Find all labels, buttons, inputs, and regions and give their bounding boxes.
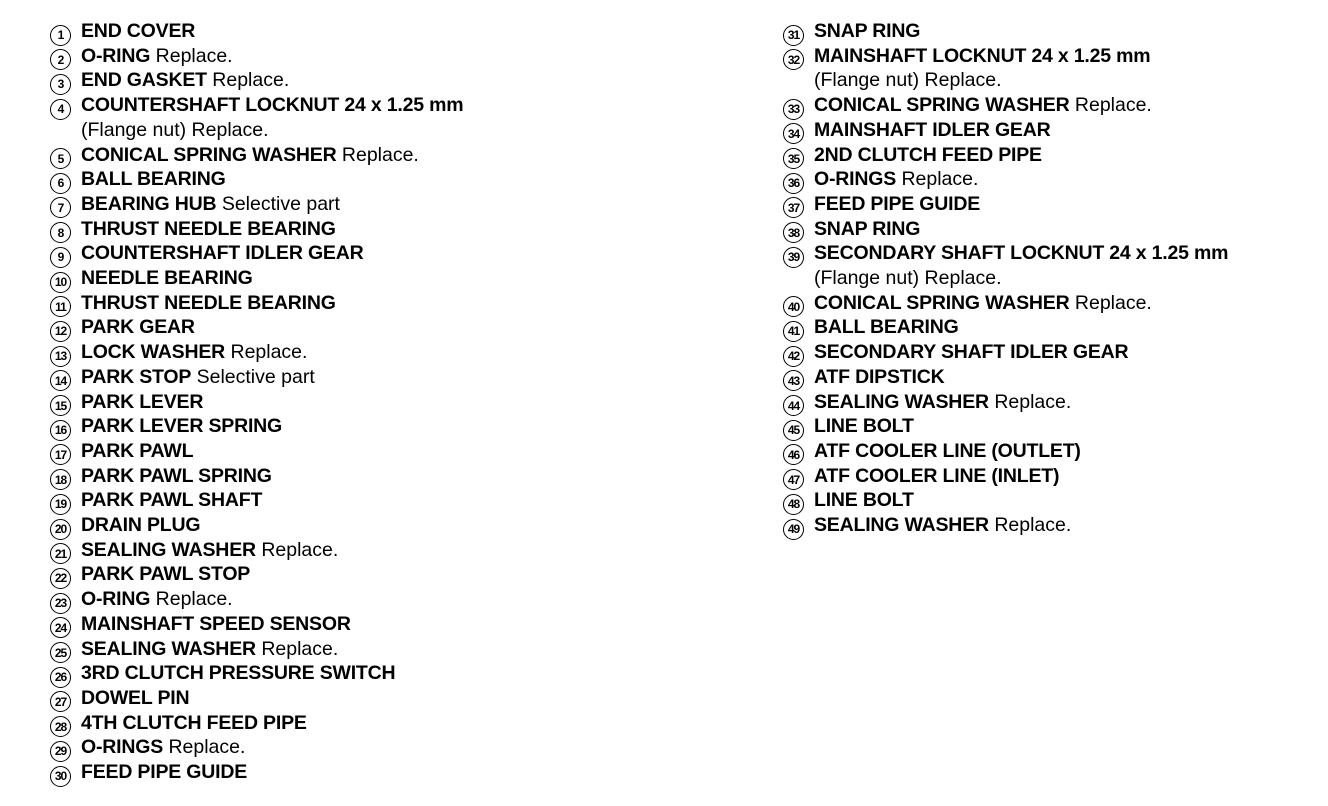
item-text [814, 291, 1152, 316]
parts-list-item [50, 439, 740, 464]
item-number-badge: 34 [783, 123, 804, 144]
parts-list-item [50, 538, 740, 563]
item-number-badge: 33 [783, 99, 804, 120]
part-note: Replace. [155, 44, 233, 67]
part-name: END COVER [81, 20, 196, 42]
item-number-badge: 1 [50, 25, 71, 46]
item-text [81, 68, 289, 93]
part-name: MAINSHAFT LOCKNUT 24 x 1.25 mm [814, 44, 1151, 67]
parts-list-item [50, 315, 740, 340]
part-name: PARK PAWL [81, 439, 194, 462]
item-text [81, 340, 307, 365]
item-text [814, 340, 1128, 365]
parts-list-item [50, 661, 740, 686]
item-text [81, 439, 193, 464]
item-number-badge: 10 [50, 272, 71, 293]
parts-list-item [783, 390, 1323, 415]
part-note: Replace. [901, 168, 979, 191]
part-name: 3RD CLUTCH PRESSURE SWITCH [81, 662, 396, 685]
part-name: SEALING WASHER [81, 637, 256, 660]
parts-list-item [50, 637, 740, 662]
item-text [81, 464, 272, 489]
parts-list-item [50, 488, 740, 513]
item-text [814, 315, 959, 340]
parts-list-item [783, 44, 1323, 93]
item-text [81, 390, 203, 415]
item-text [81, 414, 282, 439]
parts-list-item [783, 217, 1323, 242]
item-number-badge: 13 [50, 346, 71, 367]
part-name: 2ND CLUTCH FEED PIPE [814, 143, 1042, 166]
parts-list-item [50, 464, 740, 489]
item-number-badge: 15 [50, 395, 71, 416]
part-name: O-RINGS [814, 168, 897, 191]
item-text [81, 661, 395, 686]
item-number-badge: 11 [50, 296, 71, 317]
parts-list-left-column [50, 19, 740, 785]
part-name: CONICAL SPRING WASHER [814, 94, 1070, 117]
item-text [814, 167, 978, 192]
item-number-badge: 6 [50, 173, 71, 194]
parts-list-item [50, 365, 740, 390]
item-text [814, 217, 920, 242]
part-name: PARK LEVER SPRING [81, 415, 283, 438]
parts-list-item [50, 414, 740, 439]
part-name: THRUST NEEDLE BEARING [81, 291, 336, 314]
item-number-badge: 18 [50, 469, 71, 490]
part-name: 4TH CLUTCH FEED PIPE [81, 711, 307, 734]
item-text [814, 44, 1150, 93]
part-name: END GASKET [81, 69, 207, 92]
item-number-badge: 2 [50, 49, 71, 70]
parts-list-item [50, 19, 740, 44]
part-name: O-RINGS [81, 736, 164, 759]
part-name: PARK GEAR [81, 316, 195, 339]
item-text [81, 365, 315, 390]
parts-list-item [50, 513, 740, 538]
part-note: Replace. [261, 637, 339, 660]
item-text [81, 266, 253, 291]
part-name: CONICAL SPRING WASHER [814, 291, 1070, 314]
parts-list-item [50, 711, 740, 736]
part-note: Replace. [261, 538, 339, 561]
item-number-badge: 22 [50, 568, 71, 589]
item-text [81, 686, 189, 711]
item-text [814, 439, 1081, 464]
item-text [81, 735, 245, 760]
item-text [814, 143, 1042, 168]
item-number-badge: 28 [50, 716, 71, 737]
item-text [814, 365, 944, 390]
parts-list-item [783, 118, 1323, 143]
item-number-badge: 5 [50, 148, 71, 169]
part-name: SEALING WASHER [814, 390, 989, 413]
parts-list-item [50, 686, 740, 711]
part-note: Replace. [168, 736, 246, 759]
parts-list-item [783, 192, 1323, 217]
item-number-badge: 14 [50, 370, 71, 391]
part-note-continuation: (Flange nut) Replace. [81, 118, 269, 141]
part-note: Replace. [341, 143, 419, 166]
parts-list-item [783, 143, 1323, 168]
parts-list-item [50, 192, 740, 217]
item-number-badge: 30 [50, 766, 71, 787]
item-text [814, 390, 1071, 415]
item-text [814, 488, 914, 513]
item-number-badge: 44 [783, 395, 804, 416]
part-name: BALL BEARING [814, 316, 959, 339]
parts-list-item [50, 562, 740, 587]
item-number-badge: 36 [783, 173, 804, 194]
item-text [81, 167, 226, 192]
item-text [81, 513, 200, 538]
item-number-badge: 47 [783, 469, 804, 490]
part-name: O-RING [81, 588, 151, 611]
item-number-badge: 41 [783, 321, 804, 342]
item-text [814, 241, 1228, 290]
item-text [81, 760, 247, 785]
item-number-badge: 35 [783, 148, 804, 169]
item-text [81, 217, 336, 242]
parts-list-item [783, 488, 1323, 513]
parts-list-item [50, 340, 740, 365]
parts-list-item [783, 241, 1323, 290]
item-text [814, 19, 920, 44]
item-number-badge: 17 [50, 444, 71, 465]
item-number-badge: 12 [50, 321, 71, 342]
item-text [814, 93, 1152, 118]
parts-list-item [50, 760, 740, 785]
part-name: ATF COOLER LINE (OUTLET) [814, 439, 1081, 462]
part-note: Replace. [994, 514, 1072, 537]
parts-list-item [783, 315, 1323, 340]
part-name: LINE BOLT [814, 489, 914, 512]
part-name: ATF COOLER LINE (INLET) [814, 464, 1060, 487]
item-number-badge: 4 [50, 99, 71, 120]
item-text [81, 44, 233, 69]
item-text [81, 488, 262, 513]
part-name: SECONDARY SHAFT LOCKNUT 24 x 1.25 mm [814, 242, 1229, 265]
part-name: FEED PIPE GUIDE [81, 761, 248, 784]
part-name: COUNTERSHAFT IDLER GEAR [81, 242, 364, 265]
item-number-badge: 31 [783, 25, 804, 46]
item-number-badge: 24 [50, 617, 71, 638]
item-text [81, 291, 336, 316]
item-text [81, 143, 419, 168]
item-text [814, 118, 1051, 143]
parts-list-item [783, 167, 1323, 192]
parts-list-item [783, 365, 1323, 390]
item-text [81, 562, 250, 587]
item-number-badge: 27 [50, 691, 71, 712]
item-number-badge: 3 [50, 74, 71, 95]
part-name: CONICAL SPRING WASHER [81, 143, 337, 166]
parts-list-item [50, 291, 740, 316]
item-number-badge: 19 [50, 494, 71, 515]
parts-list-item [783, 439, 1323, 464]
item-number-badge: 20 [50, 519, 71, 540]
part-name: THRUST NEEDLE BEARING [81, 217, 336, 240]
part-name: BALL BEARING [81, 168, 226, 191]
part-name: PARK PAWL STOP [81, 563, 251, 586]
parts-list-item [50, 266, 740, 291]
item-number-badge: 45 [783, 420, 804, 441]
part-name: SECONDARY SHAFT IDLER GEAR [814, 341, 1129, 364]
part-note: Selective part [196, 365, 315, 388]
part-name: SEALING WASHER [814, 514, 989, 537]
item-text [814, 513, 1071, 538]
parts-list-item [783, 464, 1323, 489]
item-number-badge: 25 [50, 642, 71, 663]
part-note-continuation: (Flange nut) Replace. [814, 69, 1002, 92]
item-text [81, 241, 363, 266]
parts-list-item [783, 414, 1323, 439]
item-number-badge: 39 [783, 247, 804, 268]
parts-list-item [50, 93, 740, 142]
parts-list-right-column [783, 19, 1323, 538]
part-name: MAINSHAFT IDLER GEAR [814, 118, 1051, 141]
item-number-badge: 23 [50, 593, 71, 614]
parts-list-item [783, 340, 1323, 365]
item-number-badge: 46 [783, 444, 804, 465]
parts-list-item [50, 44, 740, 69]
item-number-badge: 43 [783, 370, 804, 391]
item-text [814, 192, 980, 217]
parts-list-item [50, 143, 740, 168]
part-note: Replace. [1074, 94, 1152, 117]
item-text [81, 93, 463, 142]
parts-list-item [50, 587, 740, 612]
part-name: PARK PAWL SPRING [81, 464, 272, 487]
item-text [81, 711, 307, 736]
item-number-badge: 40 [783, 296, 804, 317]
part-name: LOCK WASHER [81, 341, 226, 364]
part-name: FEED PIPE GUIDE [814, 192, 981, 215]
part-name: SEALING WASHER [81, 538, 256, 561]
item-text [814, 414, 914, 439]
part-name: MAINSHAFT SPEED SENSOR [81, 612, 351, 635]
item-text [81, 19, 195, 44]
part-name: DRAIN PLUG [81, 514, 201, 537]
parts-list-item [50, 612, 740, 637]
item-number-badge: 37 [783, 197, 804, 218]
part-name: SNAP RING [814, 217, 921, 240]
item-number-badge: 21 [50, 543, 71, 564]
item-number-badge: 29 [50, 741, 71, 762]
part-name: PARK LEVER [81, 390, 204, 413]
part-name: NEEDLE BEARING [81, 267, 253, 290]
parts-list-item [50, 217, 740, 242]
parts-list-item [783, 93, 1323, 118]
part-note: Replace. [1074, 291, 1152, 314]
part-name: PARK PAWL SHAFT [81, 489, 263, 512]
part-note-continuation: (Flange nut) Replace. [814, 267, 1002, 290]
part-name: LINE BOLT [814, 415, 914, 438]
item-text [81, 192, 340, 217]
item-text [81, 587, 233, 612]
part-note: Replace. [994, 390, 1072, 413]
item-number-badge: 16 [50, 420, 71, 441]
item-number-badge: 48 [783, 494, 804, 515]
part-name: DOWEL PIN [81, 686, 190, 709]
parts-list-item [50, 68, 740, 93]
parts-list-item [50, 735, 740, 760]
item-number-badge: 9 [50, 247, 71, 268]
parts-list-item [783, 513, 1323, 538]
item-number-badge: 32 [783, 49, 804, 70]
item-number-badge: 38 [783, 222, 804, 243]
part-name: SNAP RING [814, 20, 921, 42]
item-text [81, 538, 338, 563]
item-text [81, 637, 338, 662]
part-name: COUNTERSHAFT LOCKNUT 24 x 1.25 mm [81, 94, 464, 117]
item-number-badge: 42 [783, 346, 804, 367]
part-name: PARK STOP [81, 365, 192, 388]
item-text [81, 612, 351, 637]
item-text [81, 315, 195, 340]
part-name: O-RING [81, 44, 151, 67]
parts-list-item [50, 167, 740, 192]
item-number-badge: 26 [50, 667, 71, 688]
part-note: Replace. [230, 341, 308, 364]
parts-list-item [783, 291, 1323, 316]
parts-list-item [50, 241, 740, 266]
item-number-badge: 49 [783, 519, 804, 540]
part-note: Replace. [155, 588, 233, 611]
part-note: Replace. [212, 69, 290, 92]
part-note: Selective part [221, 192, 340, 215]
item-text [814, 464, 1059, 489]
part-name: ATF DIPSTICK [814, 365, 945, 388]
item-number-badge: 7 [50, 197, 71, 218]
item-number-badge: 8 [50, 222, 71, 243]
parts-list-item [783, 19, 1323, 44]
parts-list-item [50, 390, 740, 415]
part-name: BEARING HUB [81, 192, 217, 215]
